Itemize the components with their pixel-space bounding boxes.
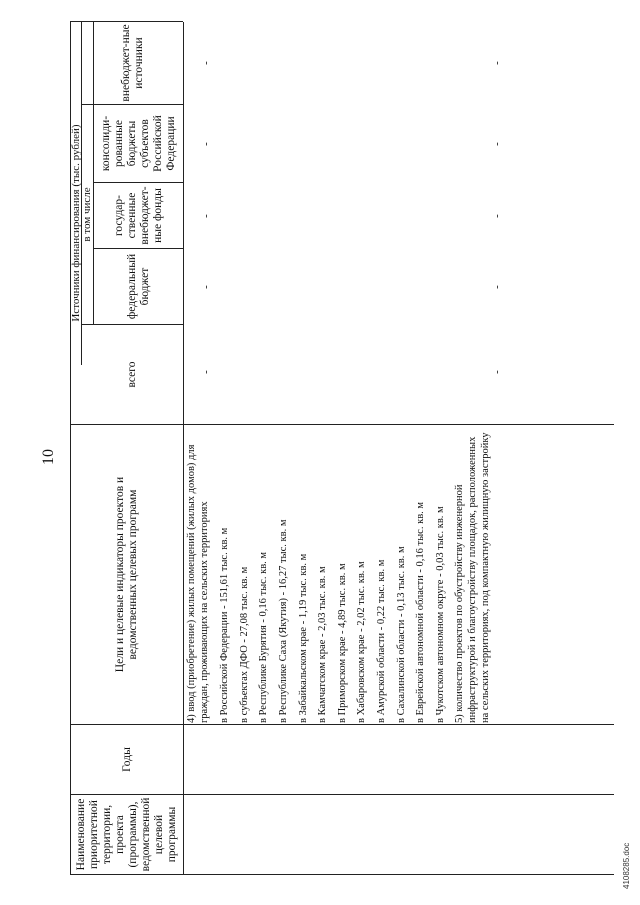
dash-extra-5: - [491, 61, 503, 65]
header-including: в том числе [81, 187, 93, 242]
header-federal: федеральный бюджет [125, 253, 151, 320]
list-item: в Республике Бурятия - 0,16 тыс. кв. м [258, 551, 270, 723]
list-item: в Забайкальском крае - 1,19 тыс. кв. м [297, 553, 309, 723]
list-item: в Амурской области - 0,22 тыс. кв. м [375, 559, 387, 723]
list-item: в Камчатском крае - 2,03 тыс. кв. м [317, 566, 329, 723]
list-item: в Чукотском автономном округе - 0,03 тыс. кв. м [434, 506, 446, 723]
list-item: в Приморском крае - 4,89 тыс. кв. м [336, 563, 348, 723]
dash-state-5: - [491, 214, 503, 218]
header-goals: Цели и целевые индикаторы проектов и ведомственных целевых программ [114, 476, 139, 673]
page-number: 10 [40, 449, 57, 465]
header-bottom-line [183, 22, 184, 875]
header-extra: внебюджет-ные источники [119, 24, 145, 102]
footer-doc-id: 4108285.doc [622, 842, 631, 889]
dash-state-4: - [200, 214, 212, 218]
list-item: 4) ввод (приобретение) жилых помещений (жилых домов) для граждан, проживающих на сельских территориях [186, 444, 210, 723]
dash-extra-4: - [200, 61, 212, 65]
table-left-border [70, 874, 614, 875]
header-funding: Источники финансирования (тыс. рублей) [69, 124, 82, 322]
header-regional: консолиди-рованные бюджеты субъектов Российской Федерации [99, 115, 177, 172]
header-years: Годы [120, 747, 133, 772]
list-item: в Еврейской автономной области - 0,16 тыс. кв. м [415, 501, 427, 723]
dash-regional-4: - [200, 142, 212, 146]
header-state-funds: государ-ственные внебюджет-ные фонды [112, 186, 164, 245]
dash-federal-4: - [200, 285, 212, 289]
list-item: в Республике Саха (Якутия) - 16,27 тыс. кв. м [277, 519, 289, 723]
indicator-list [186, 427, 500, 723]
dash-federal-5: - [491, 285, 503, 289]
dash-regional-5: - [491, 142, 503, 146]
list-item: в Сахалинской области - 0,13 тыс. кв. м [395, 546, 407, 723]
header-name: Наименование приоритетной территории, проекта (программы), ведомственной целевой программы [75, 797, 178, 872]
dash-total-4: - [200, 370, 212, 374]
list-item: 5) количество проектов по обустройству инженерной инфраструктурой и благоустройству площадок, расположенных на сельских территориях, под компактную жилищную застройку [454, 432, 491, 723]
list-item: в Российской Федерации - 151,61 тыс. кв. м [219, 527, 231, 723]
list-item: в субъектах ДФО - 27,08 тыс. кв. м [238, 566, 250, 723]
dash-total-5: - [491, 370, 503, 374]
header-total: всего [126, 361, 138, 388]
list-item: в Хабаровском крае - 2,02 тыс. кв. м [356, 561, 368, 723]
